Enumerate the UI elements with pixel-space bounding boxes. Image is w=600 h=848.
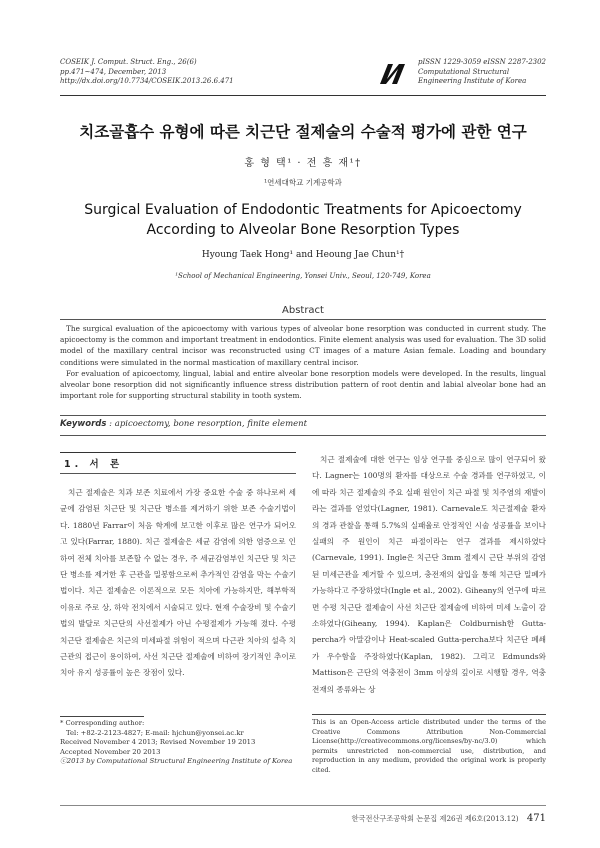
open-access-divider bbox=[312, 714, 546, 715]
abstract-body bbox=[60, 323, 546, 401]
keywords-divider bbox=[60, 435, 546, 436]
received-line: Received November 4 2013; Revised November 19 2013 bbox=[60, 738, 256, 747]
section-heading-box bbox=[60, 452, 296, 474]
copyright-line: ⓒ2013 by Computational Structural Engineering Institute of Korea bbox=[60, 757, 293, 766]
issn-line: pISSN 1229-3059 eISSN 2287-2302 bbox=[418, 58, 547, 66]
korean-affiliation: ¹연세대학교 기계공학과 bbox=[264, 178, 342, 187]
society-logo-icon bbox=[378, 62, 408, 86]
footer-divider bbox=[60, 805, 546, 806]
keywords-line: Keywords : apicoectomy, bone resorption, finite element bbox=[60, 419, 308, 429]
left-column bbox=[60, 485, 296, 682]
keywords-label: Keywords bbox=[60, 419, 107, 429]
korean-authors: 홍 형 택¹ · 전 흥 재¹† bbox=[244, 158, 362, 169]
society-name: Engineering Institute of Korea bbox=[418, 77, 527, 85]
abstract-paragraph: The surgical evaluation of the apicoectomy with various types of alveolar bone resorption was conducted in current study. The apicoectomy is the common and important treatment in endodontics. Finite element analysis was used for evaluation. The 3D solid model of the maxillary central incisor was reconstructed using CT images of a mature Asian female. Loading and boundary conditions were simulated in the normal mastication of maxillary central incisor. bbox=[60, 324, 546, 367]
corresponding-label: * Corresponding author: bbox=[60, 719, 145, 727]
accepted-line: Accepted November 20 2013 bbox=[60, 747, 161, 756]
society-name: Computational Structural bbox=[418, 67, 510, 76]
issn-block bbox=[418, 58, 546, 87]
journal-citation bbox=[60, 58, 234, 87]
body-paragraph: 치근 절제술에 대한 연구는 임상 연구를 중심으로 많이 연구되어 왔다. Lagner는 100명의 환자를 대상으로 수술 경과를 연구하였고, 이에 따라 치근 절제술의 주요 실패 원인이 치근 파절 및 치주염의 재발이라는 결과를 얻었다(Lagner, 1981). Carnevale도 치근절제술 환자의 경과 관찰을 통해 5.7%의 실패율로 안정적인 시술 성공률을 보이나 실패의 주 원인이 치근 파절이라는 연구 결과를 제시하였다(Carnevale, 1991). Ingle은 치근단 3mm 절제시 근단 부위의 감염된 미세근관을 제거할 수 있으며, 충전재의 삽입을 통해 치근단 밀폐가 가능하다고 주장하였다(Ingle et al., 2002). Giheany의 연구에 따르면 수평 치근단 절제술이 사선 치근단 절제술에 비하여 미세 노출이 감소하였다(Giheany, 1994). Kaplan은 Coldburnish한 Gutta-percha가 아말감이나 Heat-scaled Gutta-percha보다 치근단 폐쇄가 우수함을 주장하였다(Kaplan, 1982). 그리고 Edmunds와 Mattison은 근단의 역충전이 3mm 이상의 깊이로 시행할 경우, 역충전재의 종류와는 상 bbox=[312, 455, 546, 694]
citation-line: COSEIK J. Comput. Struct. Eng., 26(6) bbox=[60, 58, 197, 66]
footer-journal: 한국전산구조공학회 논문집 제26권 제6호(2013.12) bbox=[351, 814, 519, 823]
abstract-heading: Abstract bbox=[282, 305, 324, 316]
keywords-text: apicoectomy, bone resorption, finite element bbox=[114, 419, 308, 429]
english-title-line: Surgical Evaluation of Endodontic Treatments for Apicoectomy bbox=[84, 202, 522, 218]
contact-line: Tel: +82-2-2123-4827; E-mail: hjchun@yonsei.ac.kr bbox=[66, 728, 244, 737]
page-footer bbox=[300, 813, 546, 824]
right-column bbox=[312, 452, 546, 698]
body-paragraph: 치근 절제술은 치과 보존 치료에서 가장 중요한 수술 중 하나로써 세균에 감염된 치근단 및 치근단 병소를 제거하기 위한 보존 수술기법이다. 1880년 Farrar이 처음 학계에 보고한 이후로 많은 연구가 되어오고 있다(Farrar, 1880). 치근 절제술은 세균 감염에 의한 염증으로 인하여 전체 치아를 보존할 수 없는 경우, 주 세균감염부인 치근단 및 치근단 병소를 제거한 후 근관을 밀봉함으로써 추가적인 감염을 막는 수술기법이다. 치근 절제술은 이론적으로 모든 치아에 가능하지만, 해부학적 이유로 주로 상, 하악 전치에서 시술되고 있다. 현재 수술장비 및 수술기법의 발달로 치근단의 사선절제가 아닌 수평절제가 가능해 졌다. 수평 치근단 절제술은 치근의 미세파절 위험이 적으며 다근관 치아의 설측 치근관의 접근이 용이하여, 사선 치근단 절제술에 비하여 장기적인 추이로 치아 유지 성공률이 높은 장점이 있다. bbox=[60, 488, 296, 678]
abstract-divider bbox=[60, 319, 546, 320]
english-authors: Hyoung Taek Hong¹ and Heoung Jae Chun¹† bbox=[201, 250, 405, 260]
abstract-paragraph: For evaluation of apicoectomy, lingual, labial and entire alveolar bone resorption models were developed. In the results, lingual alveolar bone resorption did not significantly influence stress distribution pattern of root dentin and labial alveolar bone had an important role for supporting structural stability in tooth system. bbox=[60, 368, 546, 401]
english-title-line: According to Alveolar Bone Resorption Types bbox=[146, 222, 460, 238]
page-number: 471 bbox=[526, 813, 546, 824]
english-affiliation: ¹School of Mechanical Engineering, Yonsei Univ., Seoul, 120-749, Korea bbox=[175, 272, 431, 280]
open-access-notice: This is an Open-Access article distributed under the terms of the Creative Commons Attribution Non-Commercial License(http://creativecommons.org/licenses/by-nc/3.0) which permits unrestricted non-commercial use, distribution, and reproduction in any medium, provided the original work is properly cited. bbox=[312, 718, 546, 774]
footnote bbox=[60, 719, 296, 767]
section-heading: 1. 서 론 bbox=[64, 459, 124, 470]
footnote-divider bbox=[60, 716, 144, 717]
english-title bbox=[60, 200, 546, 240]
korean-title: 치조골흡수 유형에 따른 치근단 절제술의 수술적 평가에 관한 연구 bbox=[79, 123, 527, 141]
doi-link[interactable]: http://dx.doi.org/10.7734/COSEIK.2013.26.6.471 bbox=[60, 77, 234, 85]
keywords-divider bbox=[60, 415, 546, 416]
header-divider bbox=[60, 95, 546, 96]
citation-line: pp.471~474, December, 2013 bbox=[60, 67, 167, 76]
